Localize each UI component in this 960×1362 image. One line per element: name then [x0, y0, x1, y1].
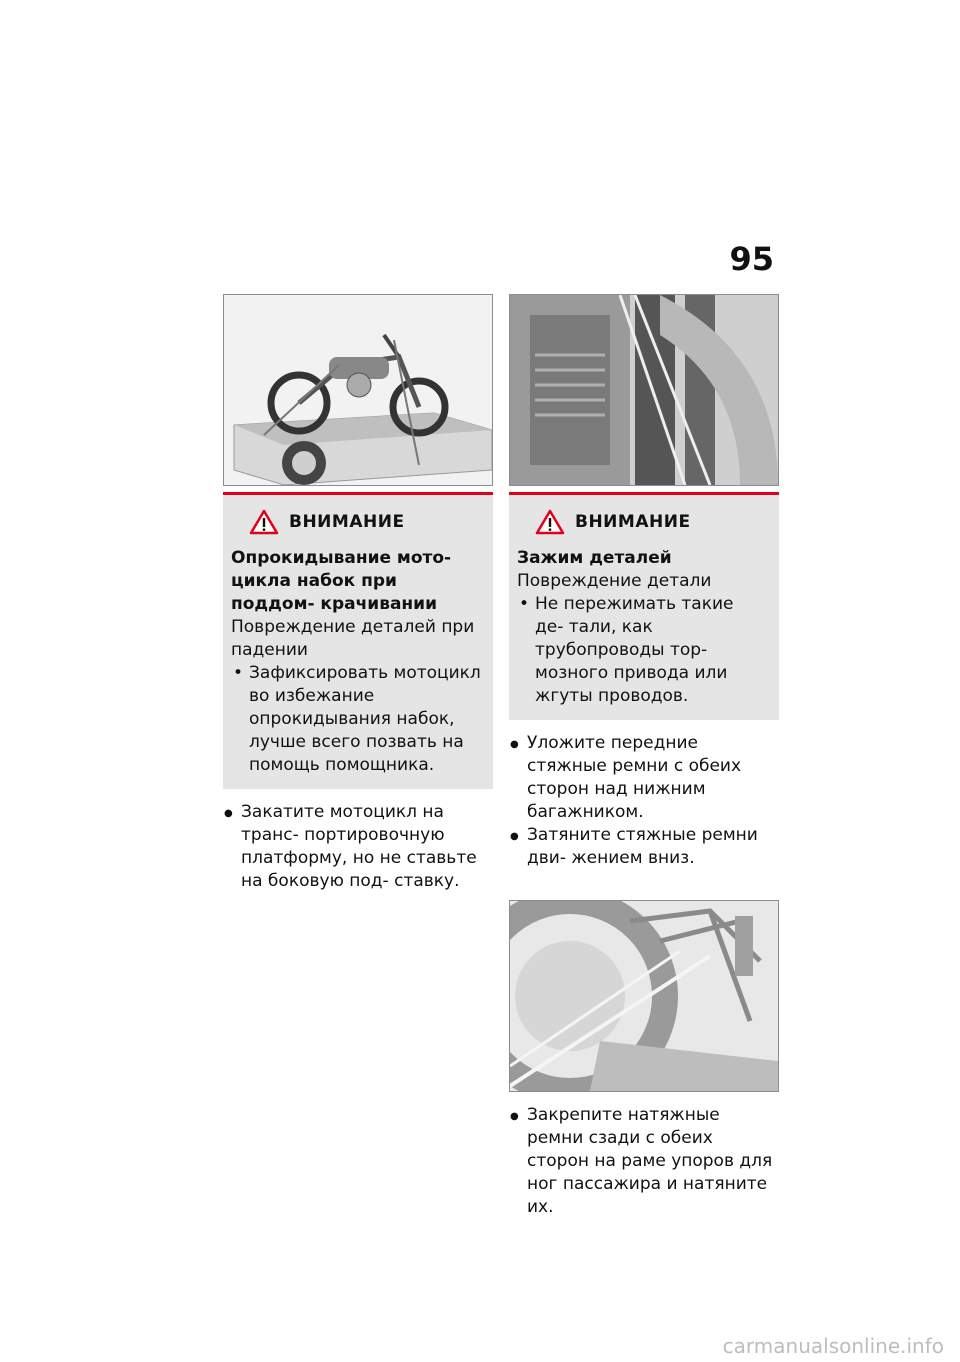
- warning-text: Повреждение деталей при падении: [231, 617, 475, 660]
- warning-bullets: [517, 593, 767, 708]
- step-item: ● Закрепите натяжные ремни сзади с обеих сторон на раме упоров для ног пассажира и натяните их.: [509, 1104, 779, 1219]
- warning-box: [223, 492, 493, 789]
- warning-bullets: [231, 662, 481, 777]
- warning-header: [517, 509, 767, 535]
- motorcycle-on-trailer-illustration: [224, 295, 492, 485]
- right-column: [509, 294, 779, 1219]
- warning-header: [231, 509, 481, 535]
- warning-bullet: • Не пережимать такие де- тали, как трубопроводы тор- мозного привода или жгуты проводов.: [517, 593, 767, 708]
- page-number: 95: [729, 240, 774, 278]
- steps-list: [509, 732, 779, 870]
- front-fork-strap-photo: [509, 294, 779, 486]
- step-item: ● Закатите мотоцикл на транс- портировочную платформу, но не ставьте на боковую под- ставку.: [223, 801, 493, 893]
- warning-title: ВНИМАНИЕ: [289, 512, 405, 532]
- warning-bullet: • Зафиксировать мотоцикл во избежание опрокидывания набок, лучше всего позвать на помощь помощника.: [231, 662, 481, 777]
- steps-list-after: [509, 1104, 779, 1219]
- left-column: [223, 294, 493, 893]
- warning-subtitle: Опрокидывание мото- цикла набок при поддом- крачивании: [231, 548, 452, 614]
- warning-box: [509, 492, 779, 720]
- warning-title: ВНИМАНИЕ: [575, 512, 691, 532]
- front-fork-illustration: [510, 295, 778, 485]
- watermark: carmanualsonline.info: [722, 1334, 944, 1358]
- step-item: ● Затяните стяжные ремни дви- жением вниз.: [509, 824, 779, 870]
- motorcycle-on-trailer-photo: [223, 294, 493, 486]
- rear-frame-strap-photo: [509, 900, 779, 1092]
- warning-triangle-icon: [535, 509, 565, 535]
- step-item: ● Уложите передние стяжные ремни с обеих сторон над нижним багажником.: [509, 732, 779, 824]
- warning-triangle-icon: [249, 509, 279, 535]
- rear-wheel-illustration: [510, 901, 778, 1091]
- warning-subtitle: Зажим деталей: [517, 548, 672, 568]
- warning-text: Повреждение детали: [517, 571, 712, 591]
- steps-list: [223, 801, 493, 893]
